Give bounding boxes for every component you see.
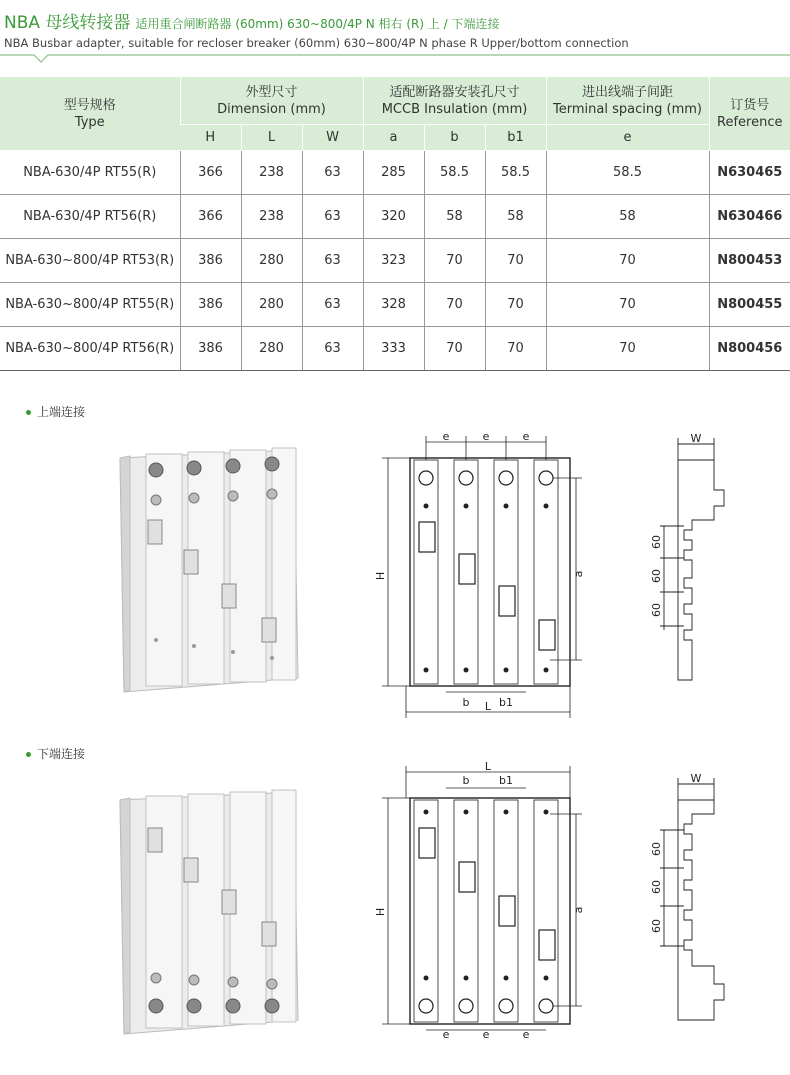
table-row — [0, 151, 790, 195]
cell-b1: 58.5 — [485, 151, 546, 195]
cell-w: 63 — [302, 239, 363, 283]
header-mccb-en: MCCB Insulation (mm) — [381, 101, 528, 117]
cell-l: 280 — [241, 239, 302, 283]
cell-h: 386 — [180, 283, 241, 327]
header-dimension-en: Dimension (mm) — [217, 101, 326, 117]
cell-w: 63 — [302, 195, 363, 239]
cell-b: 58.5 — [424, 151, 485, 195]
title-sub: 适用重合闸断路器 (60mm) 630~800/4P N 相右 (R) 上 / 下端连接 — [135, 17, 500, 31]
cell-reference: N630465 — [709, 151, 790, 195]
dim-e-3: e — [522, 1028, 530, 1040]
cell-h: 386 — [180, 239, 241, 283]
header-dimension — [180, 77, 363, 125]
cell-e: 70 — [546, 239, 709, 283]
dim-60-3: 60 — [650, 919, 663, 933]
dim-b1: b1 — [499, 696, 513, 709]
header-reference-cn: 订货号 — [730, 97, 770, 113]
dim-w: W — [690, 772, 702, 785]
title-divider — [0, 54, 790, 66]
dim-60-2: 60 — [650, 880, 663, 894]
subheader-e: e — [546, 125, 709, 151]
dim-e-3: e — [522, 430, 530, 443]
cell-l: 238 — [241, 195, 302, 239]
dim-h: H — [374, 571, 387, 581]
header-type-en: Type — [74, 114, 105, 130]
cell-h: 366 — [180, 151, 241, 195]
table-row — [0, 283, 790, 327]
header-type — [0, 77, 180, 151]
dim-w: W — [690, 432, 702, 445]
cell-a: 320 — [363, 195, 424, 239]
dim-e-2: e — [482, 430, 490, 443]
cell-b1: 58 — [485, 195, 546, 239]
cell-b1: 70 — [485, 239, 546, 283]
section-upper-text: 上端连接 — [37, 405, 86, 419]
cell-reference: N800455 — [709, 283, 790, 327]
cell-type: NBA-630/4P RT56(R) — [0, 195, 180, 239]
cell-h: 366 — [180, 195, 241, 239]
page-title — [4, 8, 790, 33]
subheader-b1: b1 — [485, 125, 546, 151]
cell-e: 58.5 — [546, 151, 709, 195]
cell-type: NBA-630~800/4P RT55(R) — [0, 283, 180, 327]
header-dimension-cn: 外型尺寸 — [245, 84, 298, 100]
dim-e-1: e — [442, 430, 450, 443]
cell-b: 70 — [424, 327, 485, 371]
cell-reference: N630466 — [709, 195, 790, 239]
cell-b: 58 — [424, 195, 485, 239]
cell-e: 70 — [546, 283, 709, 327]
cell-a: 333 — [363, 327, 424, 371]
table-row — [0, 327, 790, 371]
header-reference — [709, 77, 790, 151]
cell-w: 63 — [302, 151, 363, 195]
page-title-block — [4, 8, 790, 50]
dim-a: a — [572, 906, 585, 914]
dim-l: L — [484, 760, 492, 773]
dim-e-1: e — [442, 1028, 450, 1040]
dim-60-2: 60 — [650, 569, 663, 583]
dim-e-2: e — [482, 1028, 490, 1040]
cell-a: 323 — [363, 239, 424, 283]
header-type-cn: 型号规格 — [63, 97, 116, 113]
header-terminal — [546, 77, 709, 125]
title-main: NBA 母线转接器 — [4, 13, 131, 33]
side-drawing-lower — [650, 770, 740, 1030]
section-label-upper — [26, 403, 85, 420]
spec-table — [0, 77, 790, 371]
dim-l: L — [484, 700, 492, 713]
cell-type: NBA-630~800/4P RT56(R) — [0, 327, 180, 371]
dim-b1: b1 — [499, 774, 513, 787]
subheader-b: b — [424, 125, 485, 151]
product-image-upper — [116, 440, 302, 700]
front-drawing-upper — [370, 430, 585, 720]
cell-b: 70 — [424, 239, 485, 283]
side-drawing-upper — [650, 430, 740, 690]
bullet-icon — [26, 410, 31, 415]
cell-a: 285 — [363, 151, 424, 195]
cell-b: 70 — [424, 283, 485, 327]
cell-a: 328 — [363, 283, 424, 327]
cell-l: 280 — [241, 283, 302, 327]
cell-reference: N800456 — [709, 327, 790, 371]
dim-b: b — [462, 774, 470, 787]
cell-e: 70 — [546, 327, 709, 371]
cell-b1: 70 — [485, 283, 546, 327]
dim-a: a — [572, 570, 585, 578]
table-row — [0, 195, 790, 239]
cell-type: NBA-630~800/4P RT53(R) — [0, 239, 180, 283]
front-drawing-lower — [370, 760, 585, 1040]
dim-60-1: 60 — [650, 842, 663, 856]
subheader-a: a — [363, 125, 424, 151]
subheader-l: L — [241, 125, 302, 151]
header-terminal-cn: 进出线端子间距 — [582, 84, 674, 100]
cell-reference: N800453 — [709, 239, 790, 283]
section-label-lower — [26, 745, 85, 762]
dim-h: H — [374, 907, 387, 917]
header-mccb — [363, 77, 546, 125]
cell-b1: 70 — [485, 327, 546, 371]
cell-h: 386 — [180, 327, 241, 371]
product-image-lower — [116, 782, 302, 1042]
subheader-h: H — [180, 125, 241, 151]
dim-60-1: 60 — [650, 535, 663, 549]
cell-l: 280 — [241, 327, 302, 371]
title-en: NBA Busbar adapter, suitable for recloser breaker (60mm) 630~800/4P N phase R Upper/bottom connection — [4, 36, 629, 50]
cell-type: NBA-630/4P RT55(R) — [0, 151, 180, 195]
section-lower-text: 下端连接 — [37, 747, 86, 761]
cell-w: 63 — [302, 283, 363, 327]
cell-w: 63 — [302, 327, 363, 371]
dim-b: b — [462, 696, 470, 709]
dim-60-3: 60 — [650, 603, 663, 617]
cell-e: 58 — [546, 195, 709, 239]
header-reference-en: Reference — [717, 114, 783, 130]
header-terminal-en: Terminal spacing (mm) — [553, 101, 702, 117]
header-mccb-cn: 适配断路器安装孔尺寸 — [389, 84, 520, 100]
bullet-icon — [26, 752, 31, 757]
table-row — [0, 239, 790, 283]
subheader-w: W — [302, 125, 363, 151]
cell-l: 238 — [241, 151, 302, 195]
